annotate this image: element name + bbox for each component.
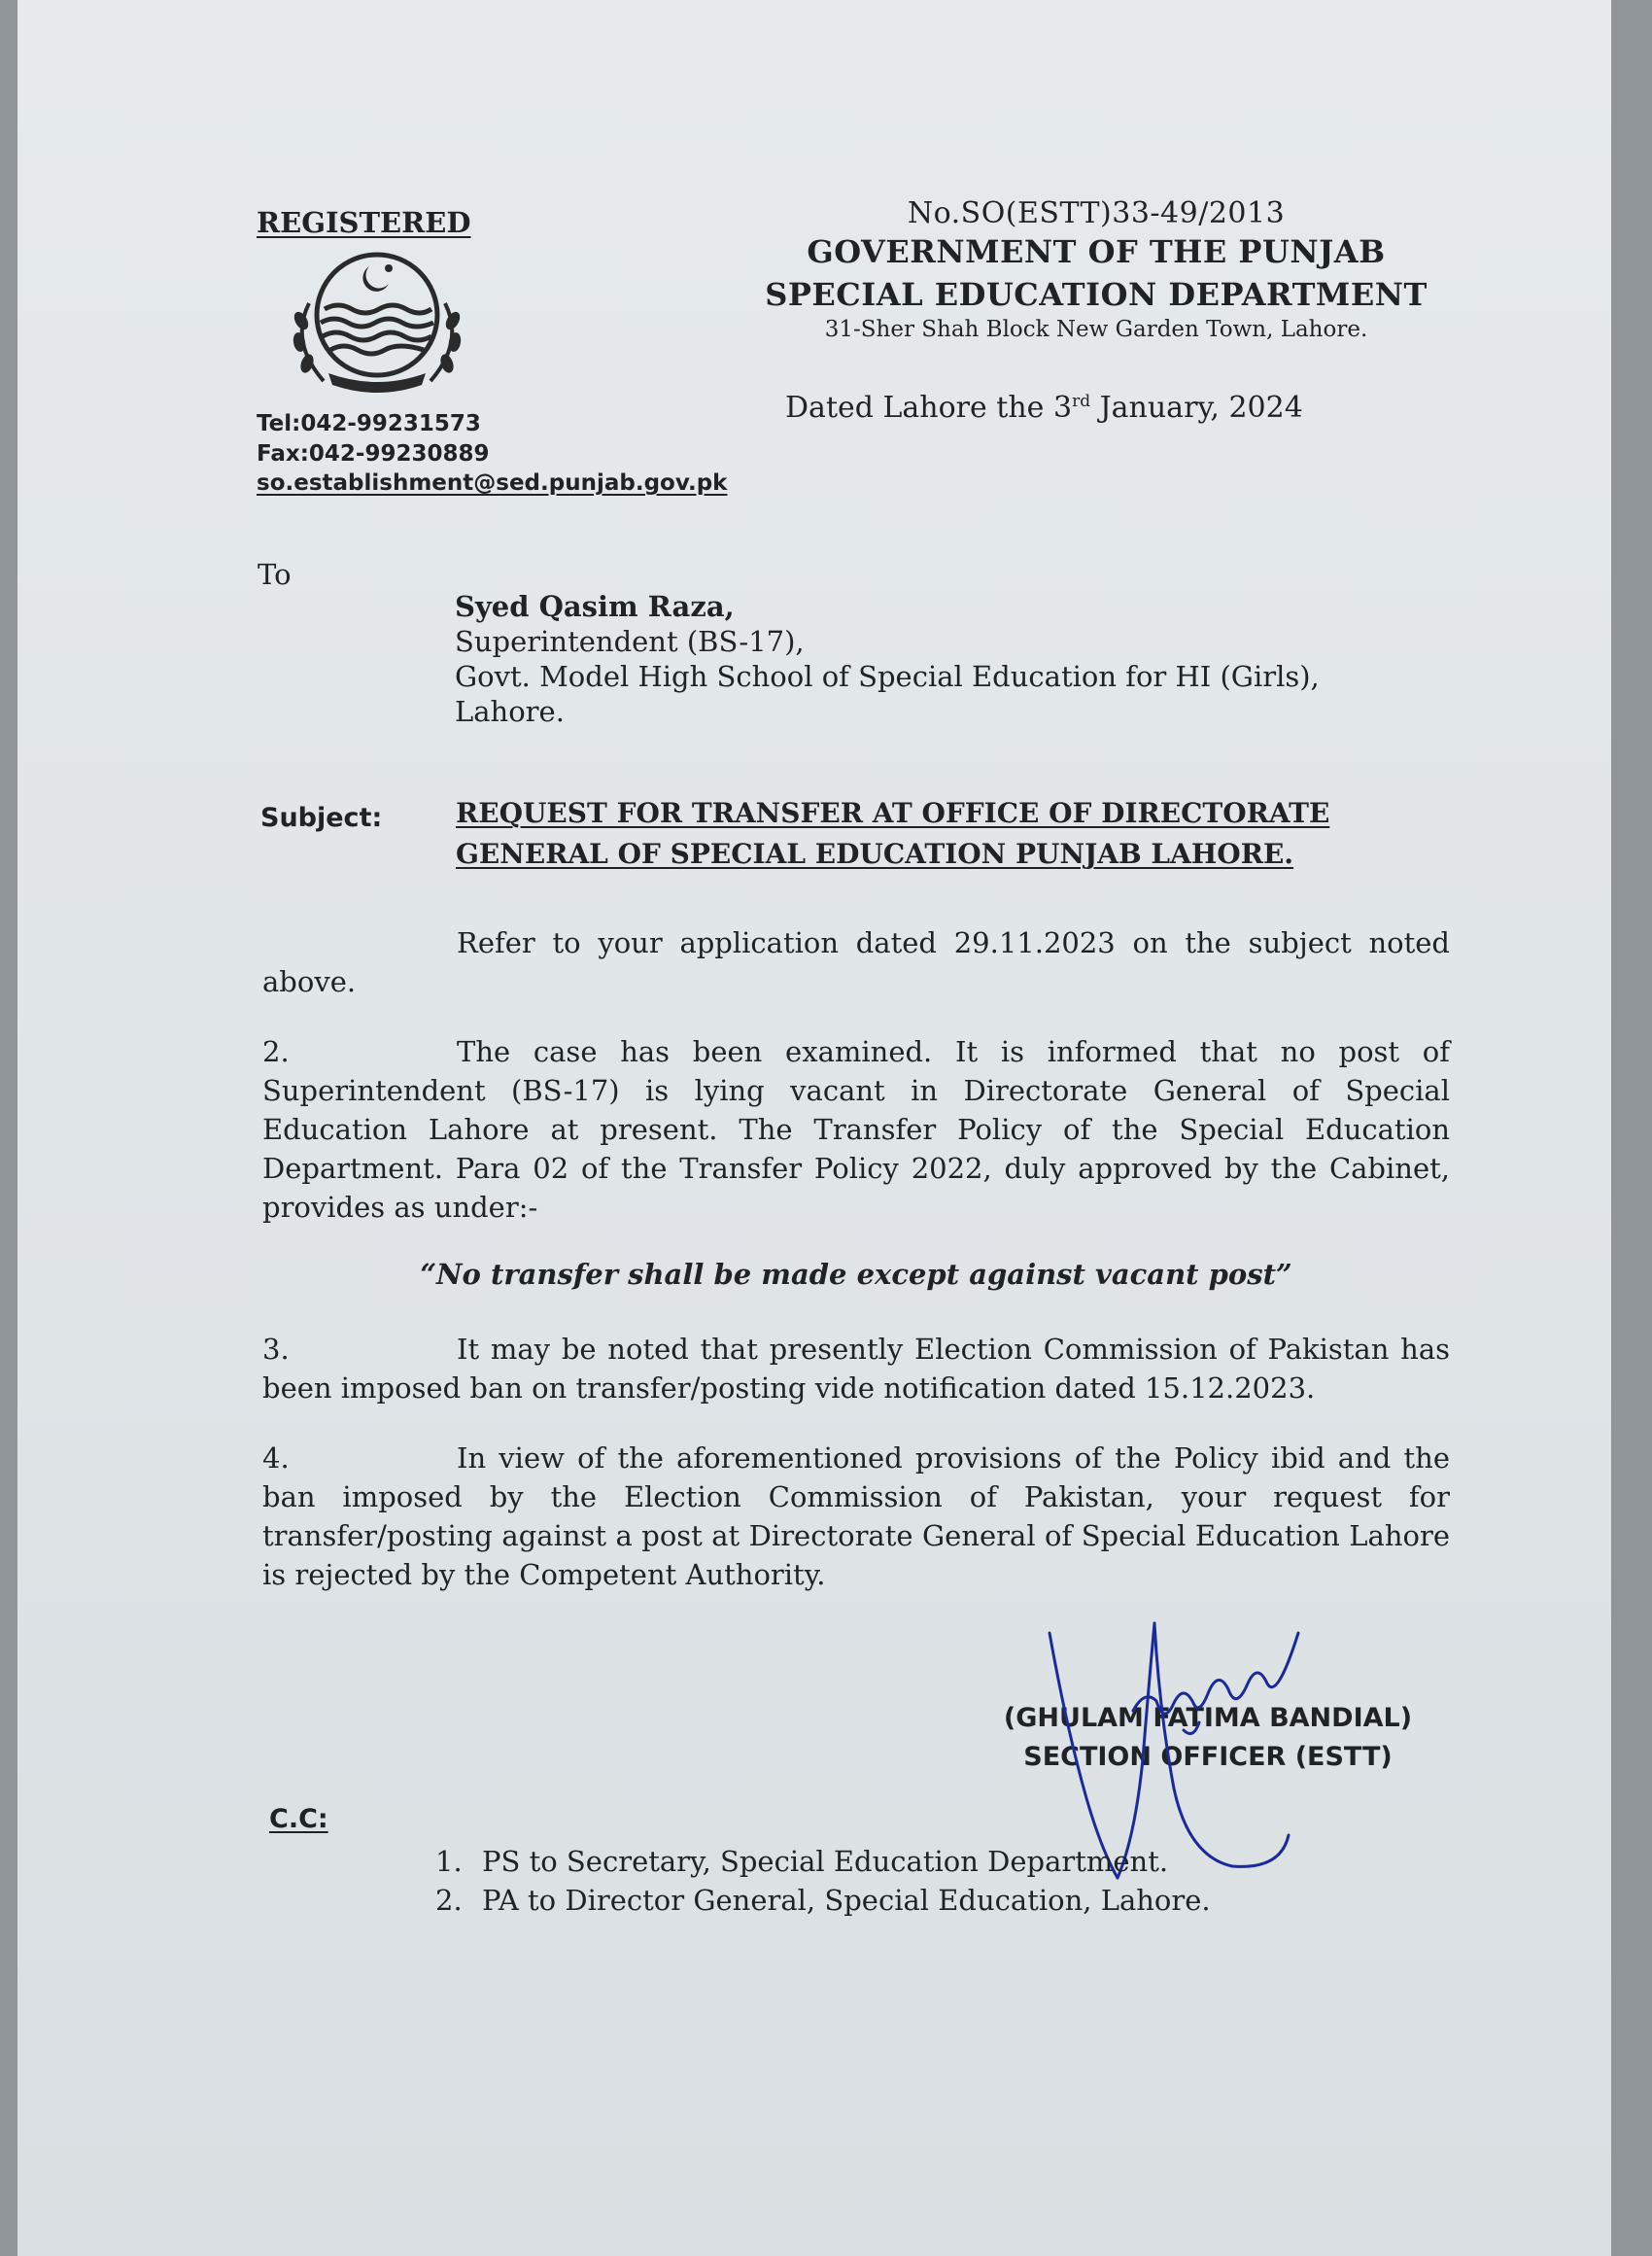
signatory-name: (GHULAM FATIMA BANDIAL) [1003,1703,1413,1733]
subject-label: Subject: [260,803,383,833]
letter-date: Dated Lahore the 3rd January, 2024 [785,391,1303,425]
list-item: 1. PS to Secretary, Special Education Department. [435,1845,1169,1878]
addressee-city: Lahore. [455,695,565,728]
department-address: 31-Sher Shah Block New Garden Town, Lahore. [824,317,1368,342]
addressee-institution: Govt. Model High School of Special Education for HI (Girls), [455,660,1320,693]
paragraph-1: Refer to your application dated 29.11.2023 on the subject noted above. [262,926,1450,998]
cc-label: C.C: [269,1804,328,1834]
reference-number: No.SO(ESTT)33-49/2013 [907,196,1286,230]
cc-list [435,1842,1211,1920]
government-title: GOVERNMENT OF THE PUNJAB [807,233,1386,270]
paragraph-4: 4. In view of the aforementioned provisions of the Policy ibid and the ban imposed by the Election Commission of Pakistan, your request for transfer/posting against a post at Directorate General of Special Education Lahore is rejected by the Competent Authority. [262,1441,1450,1591]
registered-label: REGISTERED [257,206,471,239]
addressee-designation: Superintendent (BS-17), [455,625,805,658]
policy-quote: “No transfer shall be made except against vacant post” [420,1258,1292,1291]
list-item: 2. PA to Director General, Special Education, Lahore. [435,1884,1211,1917]
department-title: SPECIAL EDUCATION DEPARTMENT [765,276,1428,313]
paragraph-3: 3. It may be noted that presently Election Commission of Pakistan has been imposed ban on transfer/posting vide notification dated 15.12.2023. [262,1333,1450,1405]
addressee-name: Syed Qasim Raza, [455,590,735,623]
signatory-designation: SECTION OFFICER (ESTT) [1023,1742,1393,1772]
fax: Fax:042-99230889 [257,441,490,467]
addressee-block [455,589,1465,729]
subject-text: REQUEST FOR TRANSFER AT OFFICE OF DIRECTORATE GENERAL OF SPECIAL EDUCATION PUNJAB LAHORE. [456,797,1330,870]
telephone: Tel:042-99231573 [257,411,481,436]
punjab-government-seal-icon [280,245,474,393]
paragraph-2: 2. The case has been examined. It is informed that no post of Superintendent (BS-17) is lying vacant in Directorate General of Special Education Lahore at present. The Transfer Policy of the Special Education Department. Para 02 of the Transfer Policy 2022, duly approved by the Cabinet, provides as under:- [262,1035,1450,1224]
email-link[interactable]: so.establishment@sed.punjab.gov.pk [257,470,728,496]
to-label: To [258,558,292,591]
letter-page [17,0,1611,2256]
